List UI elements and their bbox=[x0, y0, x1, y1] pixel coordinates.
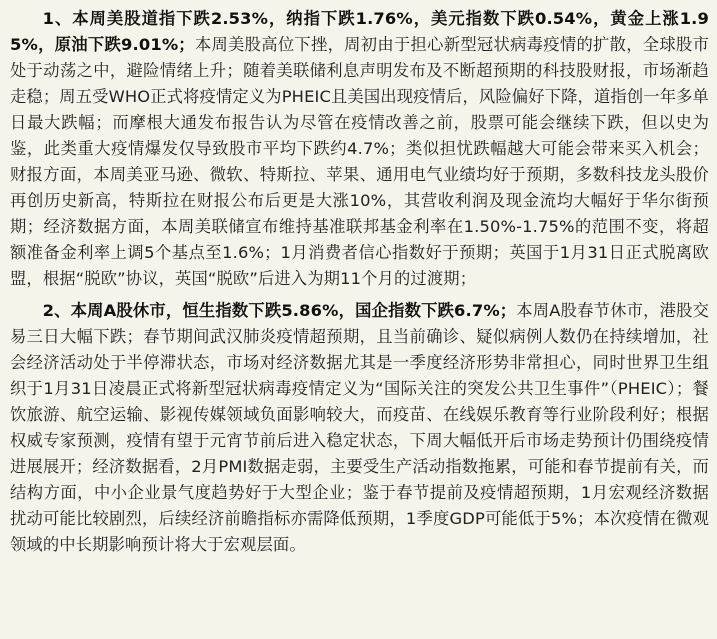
paragraph-us-markets bbox=[10, 6, 709, 292]
paragraph-heading: 1、本周美股道指下跌2.53%，纳指下跌1.76%，美元指数下跌0.54%，黄金上涨1.95%，原油下跌9.01%； bbox=[10, 9, 709, 54]
paragraph-body: 本周美股高位下挫，周初由于担心新型冠状病毒疫情的扩散，全球股市处于动荡之中，避险情绪上升；随着美联储利息声明发布及不断超预期的科技股财报，市场渐趋走稳；周五受WHO正式将疫情定义为PHEIC且美国出现疫情后，风险偏好下降，道指创一年多单日最大跌幅；而摩根大通发布报告认为尽管在疫情改善之前，股票可能会继续下跌，但以史为鉴，此类重大疫情爆发仅导致股市平均下跌约4.7%；类似担忧跌幅越大可能会带来买入机会；财报方面，本周美亚马逊、微软、特斯拉、苹果、通用电气业绩均好于预期，多数科技龙头股价再创历史新高，特斯拉在财报公布后更是大涨10%，其营收利润及现金流均大幅好于华尔街预期；经济数据方面，本周美联储宣布维持基准联邦基金利率在1.50%-1.75%的范围不变，将超额准备金利率上调5个基点至1.6%；1月消费者信心指数好于预期；英国于1月31日正式脱离欧盟，根据“脱欧”协议，英国“脱欧”后进入为期11个月的过渡期； bbox=[10, 35, 710, 288]
paragraph-cn-hk-markets bbox=[10, 298, 709, 558]
paragraph-body: 本周A股春节休市，港股交易三日大幅下跌；春节期间武汉肺炎疫情超预期，且当前确诊、疑似病例人数仍在持续增加，社会经济活动处于半停滞状态，市场对经济数据尤其是一季度经济形势非常担心，同时世界卫生组织于1月31日凌晨正式将新型冠状病毒疫情定义为“国际关注的突发公共卫生事件”（PHEIC）；餐饮旅游、航空运输、影视传媒领域负面影响较大，而疫苗、在线娱乐教育等行业阶段利好；根据权威专家预测，疫情有望于元宵节前后进入稳定状态，下周大幅低开后市场走势预计仍围绕疫情进展展开；经济数据看，2月PMI数据走弱，主要受生产活动指数拖累，可能和春节提前有关，而结构方面，中小企业景气度趋势好于大型企业；鉴于春节提前及疫情超预期，1月宏观经济数据扰动可能比较剧烈，后续经济前瞻指标亦需降低预期，1季度GDP可能低于5%；本次疫情在微观领域的中长期影响预计将大于宏观层面。 bbox=[10, 301, 709, 554]
paragraph-heading: 2、本周A股休市，恒生指数下跌5.86%，国企指数下跌6.7%； bbox=[42, 301, 517, 320]
